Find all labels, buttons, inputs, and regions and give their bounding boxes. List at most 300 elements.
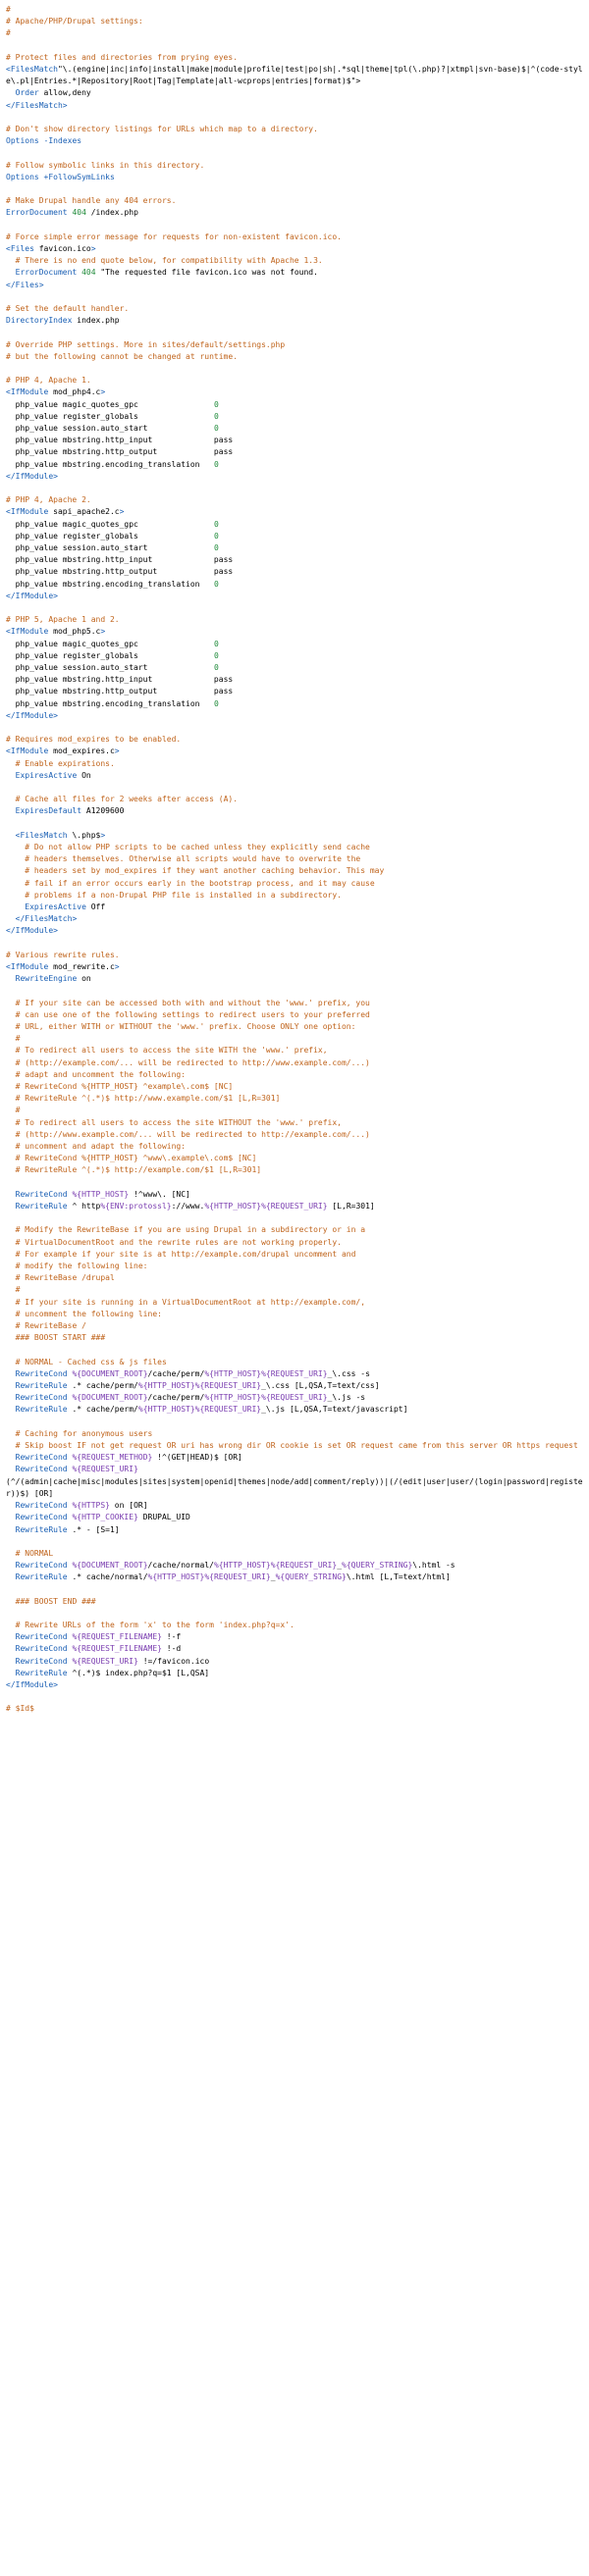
code-token: %{HTTP_HOST}%{REQUEST_URI} xyxy=(137,1381,262,1391)
code-token: /cache/perm/ xyxy=(147,1393,205,1403)
code-token: favicon.ico xyxy=(33,243,91,253)
code-token: <FilesMatch xyxy=(6,65,58,74)
code-token xyxy=(6,999,16,1007)
code-line xyxy=(6,446,583,458)
code-token xyxy=(6,1572,16,1581)
code-line xyxy=(6,1512,583,1523)
code-line xyxy=(6,494,583,506)
code-line xyxy=(6,1057,583,1069)
code-line xyxy=(6,542,583,554)
code-token: "\.(engine|inc|info|install|make|module|profile|test|po|sh|.*sql|theme|tpl(\.php)?|xtmpl|svn-base)$|^(code-style\.pl|Entries.*|Repository|Root|Tag|Template|all-wcprops|entries|format)$"> xyxy=(6,65,583,86)
code-token: # Make Drupal handle any 404 errors. xyxy=(6,196,177,206)
code-line xyxy=(6,1081,583,1093)
code-token: php_value mbstring.http_output pass xyxy=(6,687,234,696)
code-line xyxy=(6,1105,583,1116)
code-token: 0 xyxy=(213,459,219,469)
code-token: # Follow symbolic links in this directory. xyxy=(6,160,205,170)
code-token: php_value mbstring.http_output pass xyxy=(6,447,234,457)
code-token: %{ENV:protossl} xyxy=(100,1202,172,1211)
code-line xyxy=(6,207,583,219)
code-token: # can use one of the following settings to redirect users to your preferred xyxy=(15,1009,370,1019)
code-token xyxy=(6,806,16,815)
code-token: RewriteRule xyxy=(15,1202,68,1211)
code-line xyxy=(6,973,583,985)
code-token: \.html [L,T=text/html] xyxy=(346,1572,451,1582)
code-token xyxy=(6,1441,16,1450)
code-token xyxy=(6,1298,16,1307)
code-line xyxy=(6,363,583,375)
code-token xyxy=(6,1165,16,1174)
code-line xyxy=(6,1571,583,1583)
code-token: RewriteEngine xyxy=(15,974,78,984)
code-line xyxy=(6,1201,583,1212)
code-token: 0 xyxy=(213,519,219,529)
code-token: ErrorDocument xyxy=(15,268,78,278)
code-token: !^www\. [NC] xyxy=(129,1189,190,1199)
code-line xyxy=(6,878,583,890)
code-line xyxy=(6,950,583,961)
code-token: # Requires mod_expires to be enabled. xyxy=(6,735,182,745)
code-token: allow,deny xyxy=(38,88,91,98)
code-line xyxy=(6,1524,583,1536)
code-line xyxy=(6,483,583,494)
code-line xyxy=(6,1428,583,1440)
code-token xyxy=(6,914,16,923)
code-token: ://www. xyxy=(171,1202,205,1211)
code-token: %{HTTP_HOST}%{REQUEST_URI} xyxy=(204,1393,328,1403)
code-line xyxy=(6,16,583,27)
code-token: <Files xyxy=(6,243,34,253)
code-line xyxy=(6,961,583,973)
code-token: 0 xyxy=(213,531,219,541)
code-token xyxy=(6,1393,16,1402)
code-line xyxy=(6,1309,583,1320)
code-line xyxy=(6,4,583,16)
code-token: 0 xyxy=(213,423,219,433)
code-line xyxy=(6,1476,583,1500)
code-token xyxy=(6,1632,16,1641)
code-token: # There is no end quote below, for compatibility with Apache 1.3. xyxy=(15,256,323,266)
code-token: RewriteCond xyxy=(15,1368,68,1378)
code-token: _ xyxy=(337,1561,343,1571)
code-line xyxy=(6,1129,583,1141)
code-line xyxy=(6,52,583,64)
code-token: # Set the default handler. xyxy=(6,303,130,313)
code-token: # NORMAL - Cached css & js files xyxy=(15,1357,167,1366)
code-line xyxy=(6,220,583,232)
code-token xyxy=(6,1381,16,1390)
code-token: # If your site is running in a VirtualDocumentRoot at http://example.com/, xyxy=(15,1297,366,1307)
code-token: # (http://example.com/... will be redirected to http://www.example.com/...) xyxy=(15,1057,370,1067)
code-line xyxy=(6,386,583,398)
code-line xyxy=(6,1417,583,1428)
code-line xyxy=(6,1284,583,1296)
code-line xyxy=(6,674,583,686)
code-line xyxy=(6,614,583,626)
code-token: %{HTTP_HOST}%{REQUEST_URI} xyxy=(213,1561,338,1571)
code-token: <IfModule xyxy=(6,387,49,397)
code-token: 0 xyxy=(213,579,219,589)
code-line xyxy=(6,566,583,578)
code-token: !-f xyxy=(161,1632,182,1642)
code-token: # Don't show directory listings for URLs which map to a directory. xyxy=(6,125,318,133)
code-line xyxy=(6,1368,583,1380)
code-token: RewriteRule xyxy=(15,1405,68,1415)
code-token: DirectoryIndex xyxy=(6,316,73,326)
code-token: %{HTTP_HOST} xyxy=(72,1189,130,1199)
code-token: </FilesMatch> xyxy=(15,914,78,924)
code-token: !-d xyxy=(161,1644,182,1654)
code-line xyxy=(6,1249,583,1261)
code-token: RewriteRule xyxy=(15,1524,68,1534)
code-token: # RewriteRule ^(.*)$ http://www.example.com/$1 [L,R=301] xyxy=(15,1094,281,1104)
code-token: 0 xyxy=(213,399,219,409)
code-token: RewriteCond xyxy=(15,1465,68,1474)
code-token xyxy=(6,1046,16,1055)
code-token: .* cache/perm/ xyxy=(67,1405,138,1415)
code-token: ErrorDocument xyxy=(6,208,68,218)
code-line xyxy=(6,375,583,386)
code-token: %{DOCUMENT_ROOT} xyxy=(72,1561,148,1571)
code-token xyxy=(6,1118,16,1127)
code-token: # modify the following line: xyxy=(15,1262,148,1271)
code-token: </IfModule> xyxy=(6,471,58,481)
code-token: mod_php5.c xyxy=(48,627,101,637)
code-token: !^(GET|HEAD)$ [OR] xyxy=(152,1453,242,1463)
code-token: <IfModule xyxy=(6,627,49,637)
code-token: DRUPAL_UID xyxy=(137,1513,190,1522)
code-line xyxy=(6,183,583,195)
code-token: A1209600 xyxy=(81,806,125,816)
code-token: 0 xyxy=(213,663,219,673)
code-token: php_value magic_quotes_gpc xyxy=(6,639,214,648)
code-line xyxy=(6,794,583,805)
code-token: # uncomment the following line: xyxy=(15,1309,162,1318)
code-line xyxy=(6,758,583,770)
code-token: 404 xyxy=(72,208,86,218)
code-line xyxy=(6,1643,583,1655)
code-line xyxy=(6,1464,583,1475)
code-token: RewriteRule xyxy=(15,1572,68,1582)
code-line xyxy=(6,135,583,147)
code-token: %{HTTP_COOKIE} xyxy=(72,1513,138,1522)
code-line xyxy=(6,1392,583,1404)
code-token: mod_rewrite.c xyxy=(48,962,115,972)
code-token: # headers set by mod_expires if they want another caching behavior. This may xyxy=(25,866,385,876)
code-token: </FilesMatch> xyxy=(6,100,68,110)
code-line xyxy=(6,519,583,531)
code-line xyxy=(6,1452,583,1464)
code-token xyxy=(6,1465,16,1473)
code-line xyxy=(6,303,583,315)
code-line xyxy=(6,267,583,279)
code-token: index.php xyxy=(72,316,120,326)
code-token: # RewriteRule ^(.*)$ http://example.com/$1 [L,R=301] xyxy=(15,1165,262,1175)
code-token: # RewriteBase /drupal xyxy=(15,1273,115,1283)
code-token: _\.css -s xyxy=(327,1368,370,1378)
code-token: Options xyxy=(6,136,39,146)
code-line xyxy=(6,112,583,124)
code-token: 0 xyxy=(213,650,219,660)
code-line xyxy=(6,243,583,255)
code-token: # URL, either WITH or WITHOUT the 'www.' prefix. Choose ONLY one option: xyxy=(15,1022,356,1032)
code-token: ### BOOST START ### xyxy=(15,1333,106,1343)
code-token: <FilesMatch xyxy=(15,830,68,840)
code-token xyxy=(6,268,16,277)
code-line xyxy=(6,1272,583,1284)
code-line xyxy=(6,818,583,830)
code-token: > xyxy=(119,507,125,517)
code-token: 0 xyxy=(213,411,219,421)
code-token: RewriteCond xyxy=(15,1644,68,1654)
code-line xyxy=(6,1320,583,1332)
code-token: # headers themselves. Otherwise all scripts would have to overwrite the xyxy=(25,854,361,864)
code-token xyxy=(6,1154,16,1162)
code-line xyxy=(6,459,583,471)
code-token: # RewriteBase / xyxy=(15,1321,86,1331)
code-token: RewriteCond xyxy=(15,1561,68,1571)
code-line xyxy=(6,1536,583,1548)
code-line xyxy=(6,1596,583,1608)
code-line xyxy=(6,399,583,411)
code-token: </IfModule> xyxy=(6,1680,58,1690)
code-token xyxy=(6,879,25,888)
code-line xyxy=(6,124,583,135)
code-token xyxy=(6,1644,16,1653)
code-token xyxy=(6,1358,16,1366)
code-token: # $Id$ xyxy=(6,1704,34,1714)
code-line xyxy=(6,100,583,112)
code-line xyxy=(6,842,583,853)
code-token: # (http://www.example.com/... will be redirected to http://example.com/...) xyxy=(15,1129,370,1139)
code-line xyxy=(6,1009,583,1021)
code-line xyxy=(6,291,583,303)
code-token: on [OR] xyxy=(109,1501,148,1511)
code-token: !=/favicon.ico xyxy=(137,1656,210,1666)
code-line xyxy=(6,351,583,363)
code-token xyxy=(6,1058,16,1067)
code-token: # NORMAL xyxy=(15,1548,54,1558)
code-token xyxy=(6,974,16,983)
code-token: ExpiresDefault xyxy=(15,806,82,816)
code-token xyxy=(6,854,25,863)
code-line xyxy=(6,1237,583,1249)
code-line xyxy=(6,662,583,674)
code-line xyxy=(6,1297,583,1309)
code-token: 0 xyxy=(213,543,219,552)
code-line xyxy=(6,998,583,1009)
code-line xyxy=(6,938,583,950)
code-token: php_value magic_quotes_gpc xyxy=(6,399,214,409)
code-token: sapi_apache2.c xyxy=(48,507,120,517)
code-line xyxy=(6,1021,583,1033)
code-token: > xyxy=(90,243,96,253)
code-token: # Apache/PHP/Drupal settings: xyxy=(6,17,143,26)
code-line xyxy=(6,853,583,865)
code-token: # PHP 4, Apache 2. xyxy=(6,495,91,505)
code-token xyxy=(6,1561,16,1570)
code-line xyxy=(6,471,583,483)
code-line xyxy=(6,1548,583,1560)
code-line xyxy=(6,1045,583,1056)
code-token: php_value mbstring.http_input pass xyxy=(6,555,234,565)
code-token: # PHP 5, Apache 1 and 2. xyxy=(6,615,120,625)
code-token: php_value session.auto_start xyxy=(6,423,214,433)
code-line xyxy=(6,722,583,734)
code-line xyxy=(6,1584,583,1596)
code-line xyxy=(6,1344,583,1356)
code-token xyxy=(6,1094,16,1103)
code-line xyxy=(6,686,583,697)
code-token xyxy=(6,88,16,97)
code-line xyxy=(6,1189,583,1201)
code-token xyxy=(6,1429,16,1438)
code-token: _\.js [L,QSA,T=text/javascript] xyxy=(261,1405,408,1415)
code-token xyxy=(6,795,16,803)
code-line xyxy=(6,734,583,746)
code-line xyxy=(6,1069,583,1081)
code-token: %{QUERY_STRING} xyxy=(342,1561,413,1571)
code-token: .* cache/perm/ xyxy=(67,1381,138,1391)
code-token: (^/(admin|cache|misc|modules|sites|system|openid|themes|node/add|comment/reply))|(/(edit|user|user/(login|password|register))$) [OR] xyxy=(6,1476,583,1498)
code-token: \.php$ xyxy=(67,830,101,840)
code-token xyxy=(6,1250,16,1259)
code-token xyxy=(6,1549,16,1558)
code-line xyxy=(6,1141,583,1153)
code-line xyxy=(6,602,583,614)
code-token xyxy=(6,1597,16,1606)
code-token: %{HTTP_HOST}%{REQUEST_URI} xyxy=(147,1572,271,1582)
code-token: # Modify the RewriteBase if you are using Drupal in a subdirectory or in a xyxy=(15,1225,366,1235)
code-token: "The requested file favicon.ico was not found. xyxy=(95,268,318,278)
code-token: _\.css [L,QSA,T=text/css] xyxy=(261,1381,380,1391)
code-token: php_value register_globals xyxy=(6,650,214,660)
code-token: Options xyxy=(6,172,39,181)
code-line xyxy=(6,1357,583,1368)
code-token xyxy=(6,902,25,911)
code-token: # Do not allow PHP scripts to be cached unless they explicitly send cache xyxy=(25,843,370,852)
code-token xyxy=(6,1273,16,1282)
code-token: On xyxy=(77,770,91,780)
code-line xyxy=(6,782,583,794)
code-token: RewriteCond xyxy=(15,1501,68,1511)
code-token: > xyxy=(100,387,106,397)
code-line xyxy=(6,698,583,710)
code-token: /cache/normal/ xyxy=(147,1561,214,1571)
code-line xyxy=(6,639,583,650)
code-token xyxy=(6,843,25,851)
code-token xyxy=(6,891,25,900)
code-line xyxy=(6,87,583,99)
code-token: Order xyxy=(15,88,39,98)
code-token: %{QUERY_STRING} xyxy=(275,1572,347,1582)
code-token: > xyxy=(114,962,120,972)
code-token xyxy=(6,1010,16,1019)
code-token: > xyxy=(114,747,120,756)
code-token: RewriteRule xyxy=(15,1381,68,1391)
code-line xyxy=(6,1703,583,1715)
code-token xyxy=(6,1285,16,1294)
code-token: /cache/perm/ xyxy=(147,1368,205,1378)
code-token: \.html -s xyxy=(412,1561,455,1571)
code-token: php_value mbstring.http_input pass xyxy=(6,675,234,685)
code-line xyxy=(6,1608,583,1620)
code-line xyxy=(6,902,583,913)
code-token: php_value mbstring.encoding_translation xyxy=(6,698,214,708)
code-token xyxy=(6,1238,16,1247)
code-token: %{HTTP_HOST}%{REQUEST_URI} xyxy=(204,1202,328,1211)
code-token: <IfModule xyxy=(6,747,49,756)
code-line xyxy=(6,1117,583,1129)
code-token: RewriteCond xyxy=(15,1189,68,1199)
code-token: on xyxy=(77,974,91,984)
code-token: php_value mbstring.encoding_translation xyxy=(6,459,214,469)
code-token: 0 xyxy=(213,639,219,648)
code-token: # problems if a non-Drupal PHP file is installed in a subdirectory. xyxy=(25,890,342,900)
code-line xyxy=(6,579,583,591)
code-line xyxy=(6,339,583,351)
code-token: RewriteCond xyxy=(15,1393,68,1403)
code-token: # xyxy=(6,28,11,38)
code-token: # xyxy=(15,1285,21,1295)
code-token: _\.js -s xyxy=(327,1393,366,1403)
code-token xyxy=(6,1321,16,1330)
code-token: /index.php xyxy=(85,208,138,218)
code-line xyxy=(6,770,583,782)
code-token xyxy=(6,256,16,265)
code-line xyxy=(6,1164,583,1176)
code-line xyxy=(6,531,583,542)
code-line xyxy=(6,1691,583,1703)
code-token: php_value register_globals xyxy=(6,531,214,541)
code-line xyxy=(6,1631,583,1643)
code-token: # uncomment and adapt the following: xyxy=(15,1142,187,1152)
code-line xyxy=(6,1620,583,1631)
code-token: # but the following cannot be changed at runtime. xyxy=(6,351,239,361)
code-line xyxy=(6,1560,583,1571)
code-token xyxy=(6,1513,16,1521)
code-token xyxy=(6,759,16,768)
code-line xyxy=(6,1380,583,1392)
code-token: php_value mbstring.http_input pass xyxy=(6,436,234,445)
code-token: ^ http xyxy=(67,1202,101,1211)
code-token xyxy=(6,1070,16,1079)
code-line xyxy=(6,1679,583,1691)
code-token: ExpiresActive xyxy=(25,902,86,912)
code-line xyxy=(6,1212,583,1224)
code-token xyxy=(6,1310,16,1318)
code-token: mod_expires.c xyxy=(48,747,115,756)
code-line xyxy=(6,1033,583,1045)
code-token: RewriteCond xyxy=(15,1453,68,1463)
code-line xyxy=(6,1177,583,1189)
code-token xyxy=(6,1034,16,1043)
code-line xyxy=(6,554,583,566)
code-token xyxy=(6,1369,16,1378)
code-token xyxy=(6,1657,16,1666)
code-token: # Cache all files for 2 weeks after access (A). xyxy=(15,795,239,804)
code-line xyxy=(6,255,583,267)
code-line xyxy=(6,1093,583,1105)
code-token: # VirtualDocumentRoot and the rewrite rules are not working properly. xyxy=(15,1237,342,1247)
code-line xyxy=(6,1261,583,1272)
code-token: # xyxy=(15,1034,21,1044)
code-token: php_value mbstring.encoding_translation xyxy=(6,579,214,589)
code-token xyxy=(6,831,16,840)
code-line xyxy=(6,280,583,291)
code-token: # PHP 4, Apache 1. xyxy=(6,376,91,386)
code-token: php_value magic_quotes_gpc xyxy=(6,519,214,529)
